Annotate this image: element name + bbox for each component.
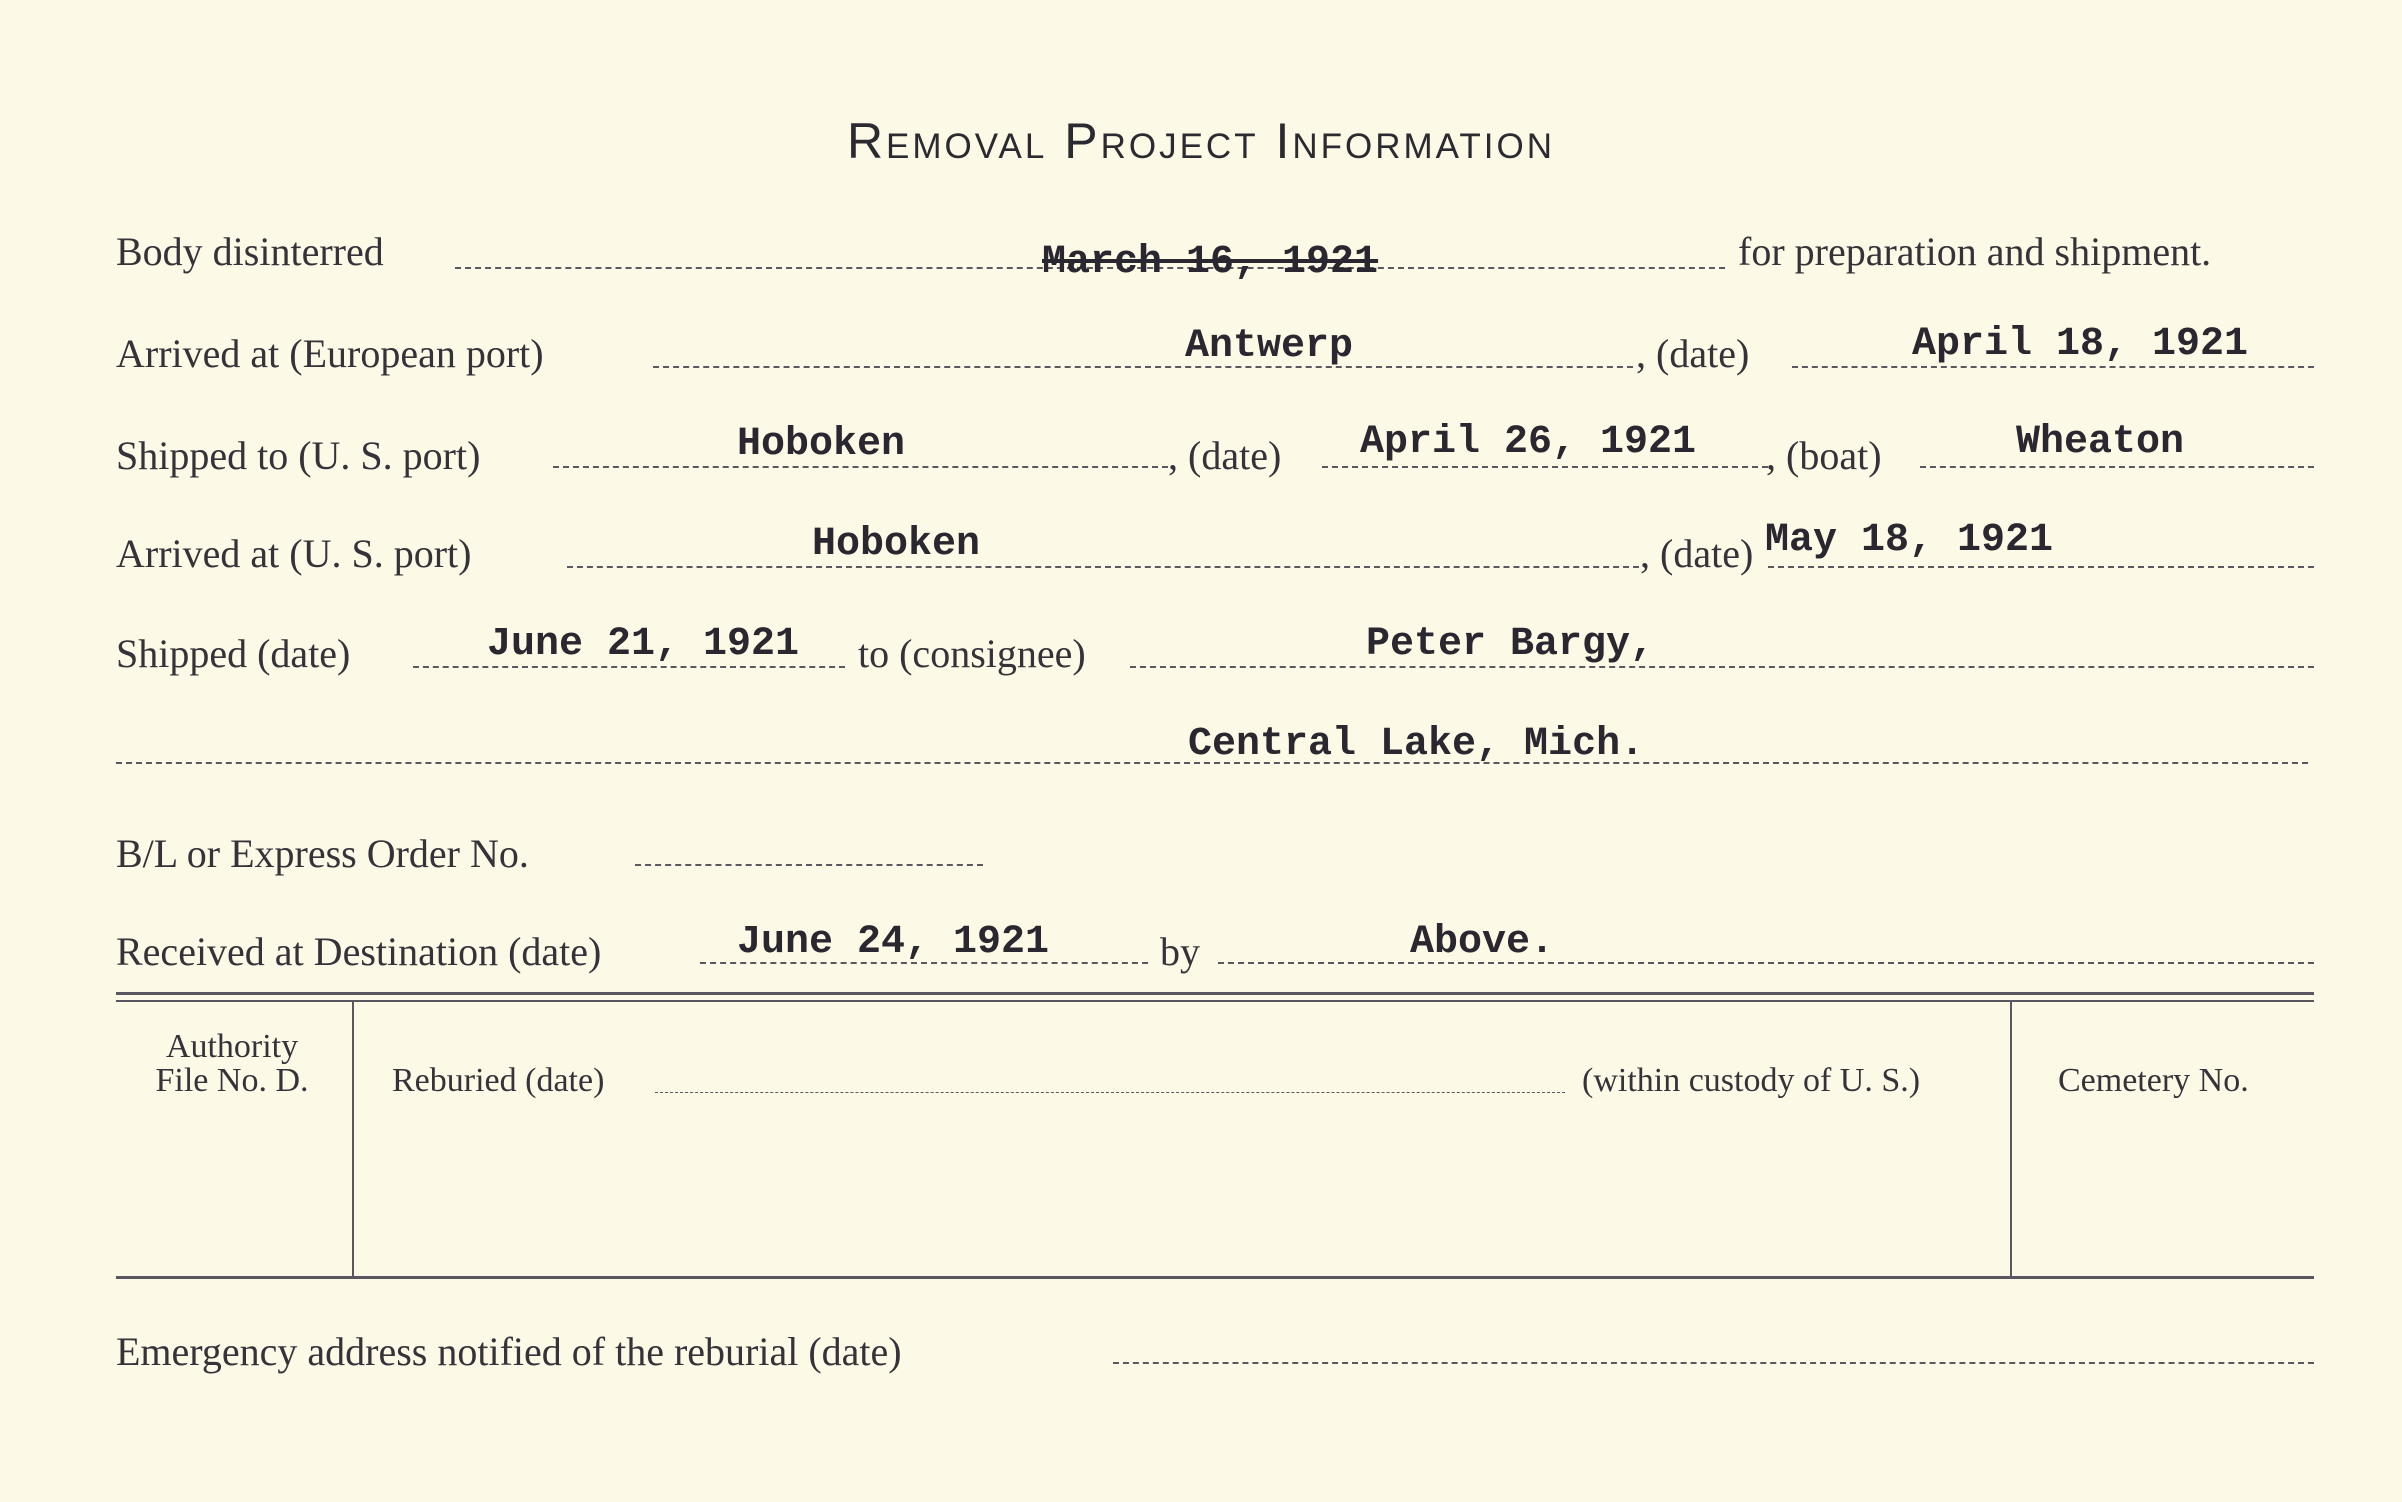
custody-label: (within custody of U. S.) <box>1582 1062 1921 1099</box>
consignee-address: Central Lake, Mich. <box>1188 722 1645 767</box>
arrived-us-port: Hoboken <box>812 522 981 567</box>
received-label: Received at Destination (date) <box>116 929 602 974</box>
date-label-3: , (date) <box>1640 531 1754 576</box>
arrived-us-date-line <box>1768 566 2314 568</box>
emergency-line <box>1113 1362 2314 1364</box>
bl-line <box>635 864 983 866</box>
by-line <box>1218 962 2314 964</box>
body-disinterred-value: March 16, 1921 <box>1042 240 1379 285</box>
emergency-label: Emergency address notified of the reburial (date) <box>116 1329 902 1374</box>
boat-label: , (boat) <box>1766 433 1882 478</box>
shipped-to-us-date: April 26, 1921 <box>1360 420 1697 465</box>
table-divider-right <box>2010 1002 2012 1276</box>
shipped-to-us-date-line <box>1322 466 1768 468</box>
arrived-us-label: Arrived at (U. S. port) <box>116 531 472 576</box>
consignee-line <box>1130 666 2314 668</box>
received-date: June 24, 1921 <box>737 920 1050 965</box>
table-bottom-rule <box>116 1276 2314 1279</box>
page-title <box>0 112 2402 170</box>
table-divider-left <box>352 1002 354 1276</box>
table-top-rule <box>116 992 2314 995</box>
shipped-to-us-port: Hoboken <box>737 422 906 467</box>
authority-label: Authority <box>165 1028 299 1065</box>
arrived-european-port: Antwerp <box>1185 324 1354 369</box>
cemetery-label: Cemetery No. <box>2058 1062 2249 1099</box>
file-no-label: File No. D. <box>155 1062 309 1099</box>
by-label: by <box>1160 929 1200 974</box>
boat-value: Wheaton <box>2016 420 2185 465</box>
arrived-european-line <box>653 366 1633 368</box>
reburied-label: Reburied (date) <box>392 1062 605 1099</box>
boat-line <box>1920 466 2314 468</box>
shipped-date-value: June 21, 1921 <box>487 622 800 667</box>
arrived-european-label: Arrived at (European port) <box>116 331 544 376</box>
consignee-name: Peter Bargy, <box>1366 622 1655 667</box>
by-value: Above. <box>1410 920 1555 965</box>
date-label-1: , (date) <box>1636 331 1750 376</box>
title-text: Removal Project Information <box>846 113 1556 169</box>
bl-label: B/L or Express Order No. <box>116 831 529 876</box>
arrived-us-date: May 18, 1921 <box>1765 518 2054 563</box>
consignee-label: to (consignee) <box>858 631 1086 676</box>
arrived-european-date: April 18, 1921 <box>1912 322 2249 367</box>
shipped-date-label: Shipped (date) <box>116 631 351 676</box>
body-disinterred-label: Body disinterred <box>116 229 384 274</box>
authority-cell <box>116 1030 348 1098</box>
table-top-rule-2 <box>116 1000 2314 1002</box>
for-preparation-label: for preparation and shipment. <box>1738 229 2212 274</box>
reburied-line <box>655 1092 1565 1093</box>
date-label-2: , (date) <box>1168 433 1282 478</box>
arrived-us-line <box>567 566 1639 568</box>
shipped-to-us-label: Shipped to (U. S. port) <box>116 433 481 478</box>
